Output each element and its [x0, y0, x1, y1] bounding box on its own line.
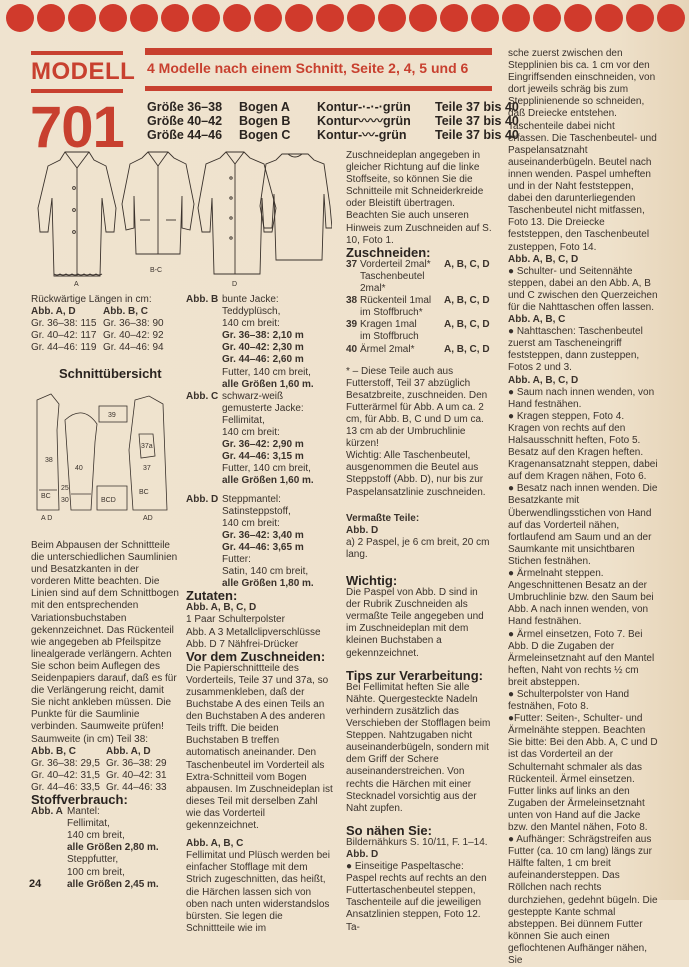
fabric-line: 140 cm breit:	[222, 517, 280, 529]
label-bc: BC	[41, 493, 51, 500]
garment-illustrations	[30, 148, 332, 288]
fabric-abb-d	[186, 494, 334, 591]
model-number: 701	[30, 95, 124, 160]
col4-step: ● Schulter- und Seitennähte steppen, dabei an den Abb. A, B und C zwischen den Querzeichen für die Nahttaschen offen lassen.	[508, 265, 658, 313]
contour: Kontur〰〰grün	[317, 114, 411, 128]
coat-d-drawing	[198, 152, 276, 274]
fabric-line: Fellimitat,	[222, 414, 265, 426]
col4-step: ● Kragen steppen, Foto 4. Kragen von rechts auf den Halsausschnitt heften, Foto 5. Besatz auf den Kragen heften. Kragenansatznaht steppen, dabei auf dem Kragen nähen, Foto 6.	[508, 410, 658, 483]
decorative-circle	[130, 4, 158, 32]
label-ad: A D	[41, 515, 53, 522]
modell-label: MODELL	[31, 51, 123, 93]
fabric-line: 100 cm breit,	[67, 866, 125, 878]
overview-text: Beim Abpausen der Schnittteile die unterschiedlichen Saumlinien und Besatzkanten in der vorderen Mitte beachten. Die Linien sind auf dem Schnittbogen mit den entsprechenden Variationsbuchstaben gekennzeichnet. Das Rückenteil wie angegeben ab Pfeilspitze linealgerade verlängern. Achten Sie schon beim Auflegen des Seidenpapiers darauf, daß es für die Verlängerung reicht, damit Sie nicht ankleben müssen. Die Punkte für die Saumlinie verbinden. Saumweite prüfen!	[31, 540, 179, 733]
wichtig-title: Wichtig:	[346, 573, 398, 588]
fabric-line: Teddyplüsch,	[222, 306, 281, 318]
col4-step: ● Nahttaschen: Taschenbeutel zuerst am Tascheneingriff feststeppen, dann zusteppen, Fotos 2 und 3.	[508, 326, 643, 374]
cut-text: Rückenteil 1mal im Stoffbruch*	[360, 295, 432, 319]
fabric-line: Gr. 44–46: 3,65 m	[222, 541, 304, 553]
label-37: 37	[143, 465, 151, 472]
cut-footnote: * – Diese Teile auch aus Futterstoff, Teil 37 abzüglich Besatzbreite, zuschneiden. Den Futterärmel für Abb. A um ca. 2 cm, für Abb. B, C und D um ca. 13 cm ab der Umbruchlinie kürzen!	[346, 365, 488, 450]
vor-title: Vor dem Zuschneiden:	[186, 648, 326, 664]
size: Größe 40–42	[147, 114, 223, 128]
lengths-head: Abb. A, D	[31, 306, 76, 318]
lengths-cell: Gr. 40–42: 117	[31, 330, 97, 342]
fabric-line: 140 cm breit:	[222, 318, 280, 330]
cut-num: 38	[346, 295, 358, 307]
sizes-row	[147, 114, 519, 128]
contour: Kontur-·-·-·grün	[317, 100, 411, 114]
sizes-table	[147, 100, 519, 142]
decorative-circle	[378, 4, 406, 32]
decorative-circle	[99, 4, 127, 32]
col4-step: ●Futter: Seiten-, Schulter- und Ärmelnähte steppen. Beachten Sie bitte: Bei den Abb. A, C und D ist das Vorderteil an der Schulternaht schmaler als das Rückenteil. Ärmel einsetzen. Futter links auf links an den Zugaben der Ärmeleinsetznaht unten von Hand auf die Jacke bzw. den Mantel nähen, Foto 8.	[508, 713, 658, 833]
parts: Teile 37 bis 40	[435, 114, 519, 128]
sizes-row	[147, 100, 519, 114]
fabric-line: Gr. 36–38: 2,10 m	[222, 330, 304, 342]
cut-num: 37	[346, 258, 358, 270]
lengths-table	[31, 306, 179, 354]
fabric-title: Stoffverbrauch:	[31, 791, 128, 807]
hem-table	[31, 746, 179, 794]
page-number: 24	[29, 878, 42, 890]
decorative-circle	[285, 4, 313, 32]
hem-cell: Gr. 36–38: 29,5	[31, 757, 100, 769]
fabric-abb-b	[186, 294, 334, 391]
cut-abb: A, B, C, D	[444, 295, 490, 307]
decorative-circle	[254, 4, 282, 32]
decorative-circle	[6, 4, 34, 32]
tips-title: Tips zur Verarbeitung:	[346, 667, 484, 683]
cut-abb: A, B, C, D	[444, 343, 490, 355]
decorative-circle	[316, 4, 344, 32]
abb-label: Abb. B	[186, 294, 219, 305]
lengths-head: Abb. B, C	[103, 306, 148, 318]
label-bcd: BCD	[101, 497, 116, 504]
headline-rule-bottom	[145, 86, 492, 91]
sew-ref: Bildernähkurs S. 10/11, F. 1–14.	[346, 836, 488, 848]
fabric-line: 140 cm breit:	[222, 427, 280, 439]
column-4	[508, 48, 658, 967]
col4-step: ● Ärmel einsetzen, Foto 7. Bei Abb. D die Zugaben der Ärmeleinsetznaht auf den Mantel heften, Naht von rechts ½ cm breit absteppen.	[508, 628, 655, 688]
piece-40	[65, 413, 97, 510]
abc-text: Fellimitat und Plüsch werden bei einfacher Stofflage mit dem Strich zugeschnitten, das heißt, die Härchen lassen sich von oben nach unten widerstandslos bürsten. Sie legen die Schnittteile wie im	[186, 850, 330, 934]
column-1	[31, 294, 179, 381]
fabric-line: Gr. 40–42: 2,30 m	[222, 342, 304, 354]
fabric-line: alle Größen 1,60 m.	[222, 475, 314, 487]
zutaten-line: Abb. A 3 Metallclipverschlüsse	[186, 626, 321, 638]
decorative-circle	[192, 4, 220, 32]
lengths-cell: Gr. 40–42: 92	[103, 330, 164, 342]
lengths-cell: Gr. 36–38: 115	[31, 318, 97, 330]
contour: Kontur-〰-grün	[317, 128, 407, 142]
lengths-cell: Gr. 44–46: 119	[31, 342, 97, 354]
label-30: 30	[61, 497, 69, 504]
col4-step: ● Saum nach innen wenden, von Hand festnähen.	[508, 386, 655, 410]
fabric-line: Futter:	[222, 553, 251, 565]
decorative-circle	[471, 4, 499, 32]
decorative-circle	[161, 4, 189, 32]
decorative-circle	[37, 4, 65, 32]
decorative-circle	[347, 4, 375, 32]
col4-intro: sche zuerst zwischen den Stepplinien bis ca. 1 cm vor den Eingriffsenden einschneiden, von dort jeweils schräg bis zum Stepplinienende so schneiden, daß Dreiecke entstehen. Taschenteile dabei nicht erfassen. Die Taschenbeutel- und Paspelansatznaht auseinanderbügeln. Beutel nach innen wenden. Paspel umheften und in der Naht feststeppen, dabei den darunterliegenden Taschenbeutel nicht mitfassen, Foto 13. Die Dreiecke feststeppen, den Taschenbeutel zusteppen, Foto 14.	[508, 48, 657, 253]
decorative-circle	[626, 4, 654, 32]
hem-cell: Gr. 44–46: 33	[106, 781, 167, 793]
hem-title: Saumweite (in cm) Teil 38:	[31, 733, 149, 745]
cut-row	[346, 259, 494, 295]
decorative-circle	[657, 4, 685, 32]
overview-title: Schnittübersicht	[59, 366, 162, 382]
col4-abb: Abb. A, B, C, D	[508, 253, 579, 265]
lengths-cell: Gr. 44–46: 94	[103, 342, 164, 354]
fabric-line: alle Größen 1,80 m.	[222, 578, 314, 590]
hem-cell: Gr. 44–46: 33,5	[31, 781, 100, 793]
decorative-circle-row	[6, 4, 685, 32]
lengths-title: Rückwärtige Längen in cm:	[31, 294, 152, 305]
decorative-circle	[564, 4, 592, 32]
pattern-overview-diagram	[31, 390, 181, 526]
decorative-circle	[440, 4, 468, 32]
label-ad: AD	[143, 515, 153, 522]
label-bc: BC	[139, 489, 149, 496]
label-25: 25	[61, 485, 69, 492]
illustration-label-bc: B-C	[150, 267, 163, 274]
decorative-circle	[533, 4, 561, 32]
col4-abb: Abb. A, B, C	[508, 314, 566, 326]
label-39: 39	[108, 412, 116, 419]
sheet: Bogen C	[239, 128, 291, 142]
label-38: 38	[45, 457, 53, 464]
vor-text: Die Papierschnittteile des Vorderteils, Teile 37 und 37a, so zusammenkleben, daß der Buchstabe A des einen Teils an den Buchstaben A des anderen Teils trifft. Die beiden Buchstaben B treffen automatisch aneinander. Den Taschenbeutel im Vorderteil als Extra-Schnitteil vom Bogen abpausen. Im Zuschneideplan ist dieses Teil mit derselben Zahl wie das Vorderteil gekennzeichnet.	[186, 662, 333, 832]
jacket-bc-drawing	[122, 152, 194, 254]
parts: Teile 37 bis 40	[435, 128, 519, 142]
cut-text: Ärmel 2mal*	[360, 343, 415, 355]
sizes-row	[147, 128, 519, 142]
abb-label: Abb. C	[186, 390, 219, 402]
fabric-line: Futter, 140 cm breit,	[222, 463, 311, 475]
hem-cell: Gr. 36–38: 29	[106, 757, 167, 769]
col4-step: ● Schulterpolster von Hand festnähen, Foto 8.	[508, 688, 630, 713]
sheet: Bogen B	[239, 114, 291, 128]
zutaten-title: Zutaten:	[186, 588, 238, 604]
column-3	[346, 150, 494, 934]
hem-cell: Gr. 40–42: 31,5	[31, 769, 100, 781]
headline: 4 Modelle nach einem Schnitt, Seite 2, 4, 5 und 6	[147, 60, 469, 76]
sew-abb: Abb. D	[346, 848, 379, 860]
abb-label: Abb. D	[186, 493, 219, 505]
cut-list	[346, 259, 494, 356]
fabric-line: bunte Jacke:	[222, 294, 279, 305]
coat-a-drawing	[38, 152, 116, 276]
fabric-line: alle Größen 1,60 m.	[222, 378, 314, 390]
sew-text: ● Einseitige Paspeltasche: Paspel rechts auf rechts an den Futtertaschenbeutel steppen, Taschenteile auf die jeweiligen Ansatzlinien steppen, Foto 12. Ta-	[346, 861, 487, 933]
cut-row	[346, 319, 494, 343]
fabric-abb-a	[31, 806, 179, 891]
lengths-cell: Gr. 36–38: 90	[103, 318, 164, 330]
cut-title: Zuschneiden:	[346, 244, 431, 260]
fabric-line: Gr. 44–46: 3,15 m	[222, 451, 304, 463]
coat-back-drawing	[260, 154, 332, 260]
fabric-line: Gr. 44–46: 2,60 m	[222, 354, 304, 366]
fabric-line: alle Größen 2,45 m.	[67, 878, 159, 890]
cut-abb: A, B, C, D	[444, 319, 490, 331]
parts: Teile 37 bis 40	[435, 100, 519, 114]
cut-num: 39	[346, 319, 358, 331]
fabric-line: Satin, 140 cm breit,	[222, 566, 309, 578]
col4-step: ● Aufhänger: Schrägstreifen aus Futter (ca. 10 cm lang) längs zur Hälfte falten, 1 cm breit aufeinandersteppen. Das Röllchen nach rechts durchziehen, gedehnt bügeln. Die gesteppte Kante schmal absteppen. Bei dünnem Futter können Sie auch einen geflochtenen Aufhänger nähen, Sie	[508, 834, 658, 967]
fabric-abb-c	[186, 391, 334, 488]
hem-cell: Gr. 40–42: 31	[106, 769, 167, 781]
label-37a: 37a	[141, 443, 153, 450]
headline-rule	[145, 48, 492, 55]
column-2	[186, 294, 334, 935]
decorative-circle	[595, 4, 623, 32]
cut-num: 40	[346, 343, 358, 355]
fabric-line: Gr. 36–42: 2,90 m	[222, 439, 304, 451]
sheet: Bogen A	[239, 100, 290, 114]
fabric-line: Futter, 140 cm breit,	[222, 366, 311, 378]
illustration-label-a: A	[74, 281, 79, 288]
cut-abb: A, B, C, D	[444, 258, 490, 270]
hem-head: Abb. A, D	[106, 745, 151, 757]
wichtig-note: Wichtig: Alle Taschenbeutel, ausgenommen die Beutel aus Steppstoff (Abb. D), nur bis zur Paspelansatzlinie zuschneiden.	[346, 450, 486, 498]
fabric-line: alle Größen 2,80 m.	[67, 842, 159, 854]
fabric-abb-label: Abb. A	[31, 806, 63, 818]
zutaten-line: 1 Paar Schulterpolster	[186, 614, 285, 626]
decorative-circle	[409, 4, 437, 32]
wichtig-text: Die Paspel von Abb. D sind in der Rubrik Zuschneiden als vermaßte Teile angegeben und im Zuschneideplan mit dem kleinen Buchstaben a gekennzeichnet.	[346, 587, 484, 659]
cut-row	[346, 295, 494, 319]
size: Größe 36–38	[147, 100, 223, 114]
measure-text: a) 2 Paspel, je 6 cm breit, 20 cm lang.	[346, 536, 490, 560]
abc-label: Abb. A, B, C	[186, 838, 244, 850]
col4-step: ● Besatz nach innen wenden. Die Besatzkante mit Überwendlingsstichen von Hand auf das Vorderteil nähen, fortlaufend am Saum und an der Saumkante mit unsichtbaren Stichen festnähen.	[508, 483, 658, 567]
hem-head: Abb. B, C	[31, 745, 76, 757]
measure-title: Vermaßte Teile:	[346, 512, 420, 524]
cut-intro: Zuschneideplan angegeben in gleicher Richtung auf die linke Stoffseite, so können Sie die Schnitteile mit Schneiderkreide oder Bleistift übertragen. Beachten Sie auch unseren Hinweis zum Zuschneiden auf S. 10, Foto 1.	[346, 150, 492, 246]
fabric-line: Satinsteppstoff,	[222, 505, 291, 517]
tips-text: Bei Fellimitat heften Sie alle Nähte. Quergesteckte Nadeln verhindern zusätzlich das Verschieben der Stofflagen beim Steppen. Nahtzugaben nicht auseinanderbügeln, sondern mit dem Griff der Schere auseinanderstreichen. Von rechts die Härchen mit einer Stecknadel vorsichtig aus der Naht zupfen.	[346, 681, 491, 814]
cut-text: Kragen 1mal im Stoffbruch	[360, 319, 419, 343]
col4-abb: Abb. A, B, C, D	[508, 374, 579, 386]
size: Größe 44–46	[147, 128, 223, 142]
decorative-circle	[68, 4, 96, 32]
decorative-circle	[502, 4, 530, 32]
fabric-line: gemusterte Jacke:	[222, 402, 304, 414]
column-1-lower	[31, 540, 179, 891]
measure-abb: Abb. D	[346, 524, 379, 536]
fabric-line: 140 cm breit,	[67, 830, 125, 842]
col4-step: ● Ärmelnaht steppen. Angeschnittenen Besatz an der Umbruchlinie bzw. den Saum bei Abb. A nach innen wenden, von Hand festnähen.	[508, 568, 654, 628]
fabric-line: schwarz-weiß	[222, 390, 284, 402]
zutaten-line: Abb. D 7 Nähfrei-Drücker	[186, 638, 299, 650]
label-40: 40	[75, 465, 83, 472]
sew-title: So nähen Sie:	[346, 822, 432, 838]
fabric-line: Gr. 36–42: 3,40 m	[222, 529, 304, 541]
zutaten-abb: Abb. A, B, C, D	[186, 602, 257, 614]
fabric-line: Fellimitat,	[67, 818, 110, 830]
cut-text: Vorderteil 2mal* Taschenbeutel 2mal*	[360, 258, 431, 295]
fabric-line: Mantel:	[67, 806, 100, 818]
illustration-label-d: D	[232, 281, 238, 288]
cut-row	[346, 344, 494, 356]
decorative-circle	[223, 4, 251, 32]
fabric-line: Steppmantel:	[222, 493, 281, 505]
fabric-line: Steppfutter,	[67, 854, 119, 866]
